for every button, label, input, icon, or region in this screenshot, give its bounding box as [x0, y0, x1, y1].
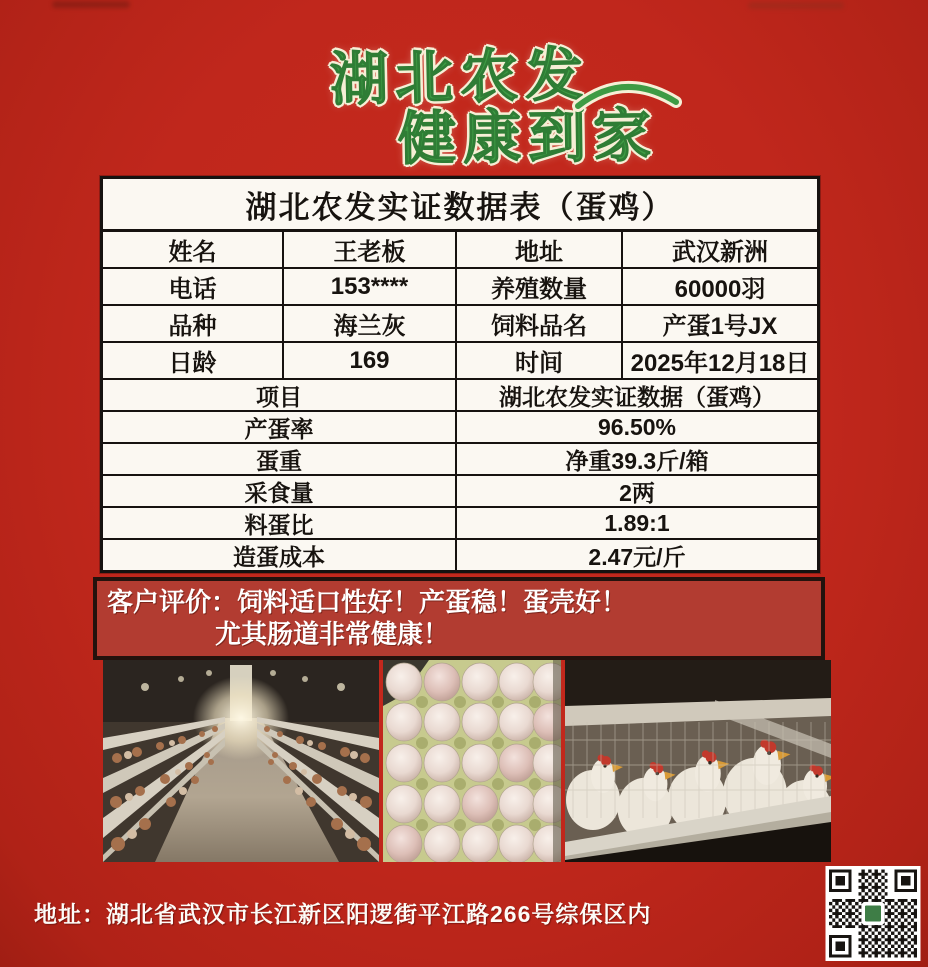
henhouse-aisle-photo: [103, 660, 379, 862]
cell-breed-label: 品种: [168, 313, 217, 340]
cell-project-value: 湖北农发实证数据（蛋鸡）: [455, 380, 817, 410]
cell-age-value: 169: [282, 343, 455, 378]
table-title: 湖北农发实证数据表（蛋鸡）: [103, 179, 817, 232]
cell-phone-label: 电话: [168, 276, 217, 303]
cell-date-label: 时间: [455, 343, 621, 378]
brand-logo-line2: 健康到家: [397, 103, 659, 172]
house-roof-icon: [572, 78, 682, 112]
cell-lay-rate-label: 产蛋率: [244, 415, 314, 442]
cell-feed-egg-ratio-value: 1.89:1: [455, 508, 817, 538]
table-row: [103, 232, 817, 267]
table-row: [103, 410, 817, 442]
cell-phone-value: 153****: [282, 269, 455, 304]
cell-address-label: 地址: [455, 232, 621, 267]
table-row: [103, 341, 817, 378]
data-table: [100, 176, 820, 573]
table-row: [103, 538, 817, 570]
customer-review-box: [93, 577, 825, 660]
table-row: [103, 267, 817, 304]
table-row: [103, 506, 817, 538]
cell-feed-intake-value: 2两: [455, 476, 817, 506]
photo-strip: [103, 660, 831, 862]
cell-egg-weight-value: 净重39.3斤/箱: [455, 444, 817, 474]
caged-hens-photo: [565, 660, 831, 862]
cell-egg-cost-value: 2.47元/斤: [455, 540, 817, 570]
cell-feed-label: 饲料品名: [455, 306, 621, 341]
qr-code: [821, 866, 925, 961]
cell-feed-value: 产蛋1号JX: [621, 306, 817, 341]
cell-egg-cost-label: 造蛋成本: [233, 543, 325, 570]
brand-logo-line1: 湖北农发: [329, 42, 591, 113]
watermark-smudge-left: [52, 1, 130, 8]
cell-name-label: 姓名: [168, 239, 217, 266]
cell-project-label: 项目: [256, 383, 302, 410]
watermark-smudge-right: [748, 2, 844, 9]
cell-flock-value: 60000羽: [621, 269, 817, 304]
egg-tray-photo: [383, 660, 561, 862]
cell-egg-weight-label: 蛋重: [256, 447, 302, 474]
cell-lay-rate-value: 96.50%: [455, 412, 817, 442]
cell-breed-value: 海兰灰: [282, 306, 455, 341]
cell-date-value: 2025年12月18日: [621, 343, 817, 378]
cell-flock-label: 养殖数量: [455, 269, 621, 304]
customer-review-line1: 客户评价：饲料适口性好！产蛋稳！蛋壳好！: [107, 587, 628, 617]
customer-review-line2: 尤其肠道非常健康！: [215, 619, 450, 649]
cell-address-value: 武汉新洲: [621, 232, 817, 267]
cell-feed-intake-label: 采食量: [244, 479, 314, 506]
cell-feed-egg-ratio-label: 料蛋比: [244, 511, 314, 538]
cell-name-value: 王老板: [282, 232, 455, 267]
cell-age-label: 日龄: [168, 350, 217, 377]
table-row: [103, 442, 817, 474]
table-row: [103, 474, 817, 506]
table-row: [103, 378, 817, 410]
table-row: [103, 304, 817, 341]
footer-address: 地址：湖北省武汉市长江新区阳逻街平江路266号综保区内: [34, 901, 652, 927]
